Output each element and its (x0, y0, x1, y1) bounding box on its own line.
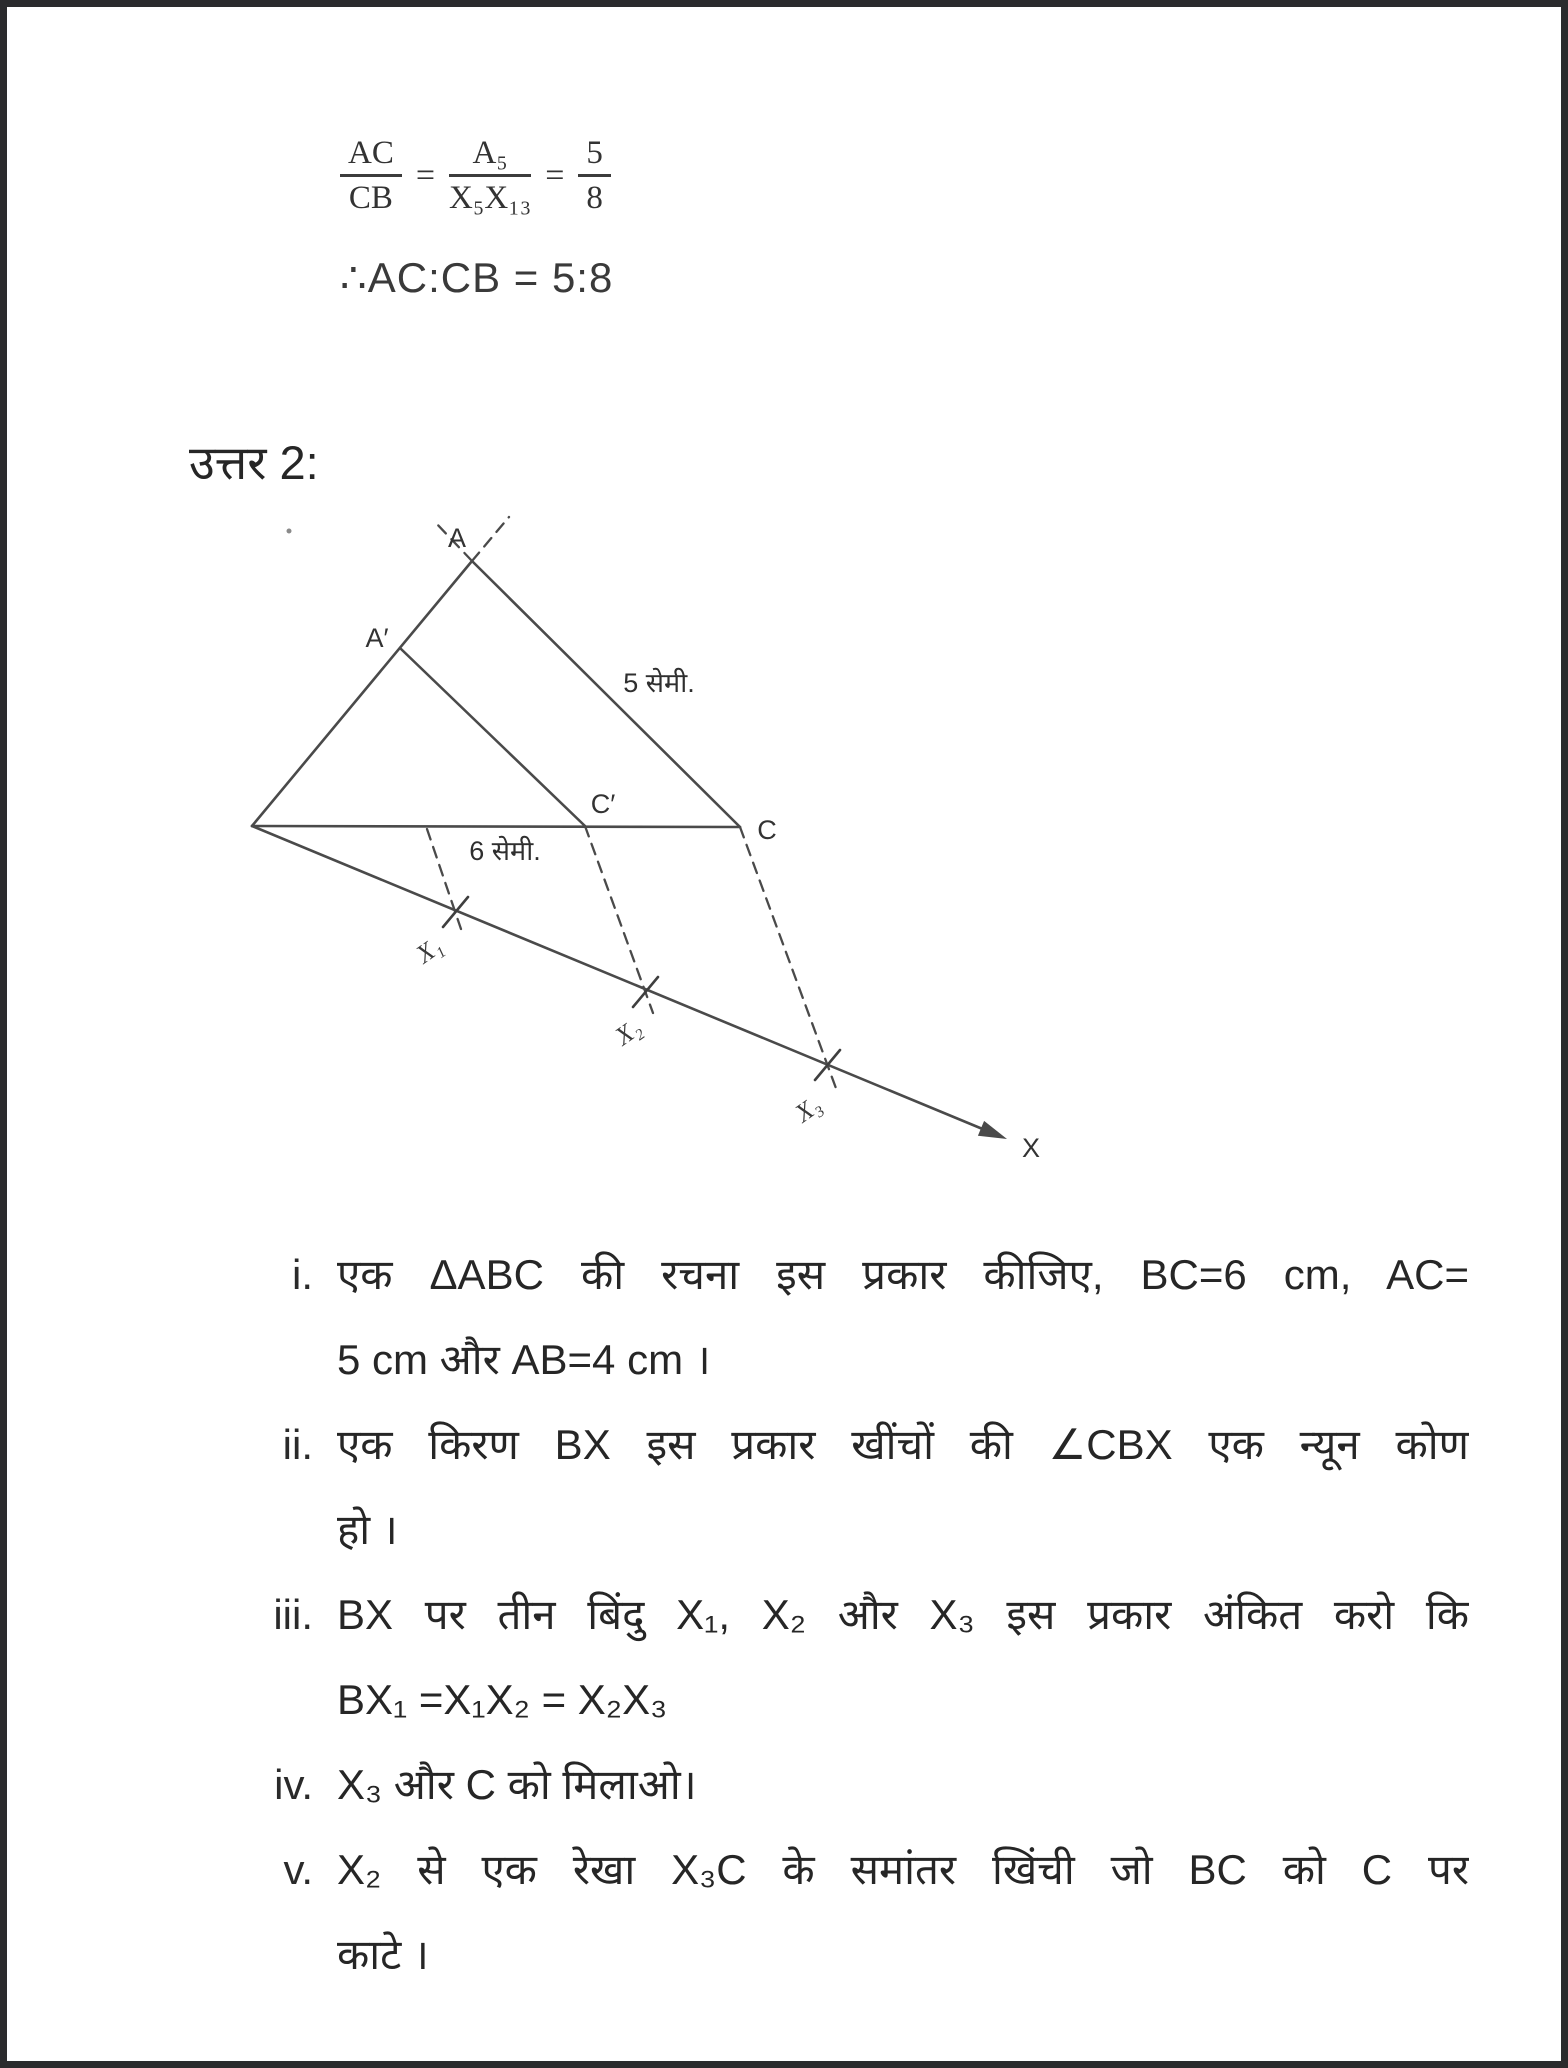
speck (287, 529, 292, 534)
equals-sign: = (545, 156, 565, 194)
fraction-numerator: 5 (578, 135, 611, 177)
line-Cprime-X2 (585, 826, 653, 1013)
construction-steps-list (245, 1232, 1469, 1997)
list-item-text (337, 1232, 1469, 1402)
fraction-numerator: A₅ (449, 135, 531, 177)
text-line: X₂ से एक रेखा X₃C के समांतर खिंची जो BC को C पर (337, 1846, 1469, 1893)
label-X3: X₃ (789, 1090, 827, 1129)
list-item-number: iii. (273, 1591, 313, 1638)
tick-X1 (443, 897, 468, 927)
list-item-number: iv. (274, 1761, 313, 1808)
side-AprimeCprime (400, 648, 585, 826)
text-line: एक किरण BX इस प्रकार खींचों की ∠CBX एक न्यून कोण (337, 1421, 1469, 1468)
tick-X3 (815, 1050, 840, 1080)
ray-arrowhead (978, 1121, 1007, 1139)
list-item (245, 1572, 1469, 1742)
list-item-number: i. (292, 1251, 313, 1298)
fraction-5-8 (578, 135, 611, 217)
answer-heading: उत्तर 2: (189, 436, 319, 489)
text-line: 5 cm और AB=4 cm । (337, 1336, 711, 1383)
text-line: BX पर तीन बिंदु X₁, X₂ और X₃ इस प्रकार अंकित करो कि (337, 1591, 1469, 1638)
list-item (245, 1827, 1469, 1997)
list-item-number: v. (283, 1846, 313, 1893)
text-line: BX₁ =X₁X₂ = X₂X₃ (337, 1676, 668, 1723)
line-C-X3 (740, 827, 837, 1091)
label-A: A (447, 523, 467, 553)
label-A-prime: A′ (365, 623, 389, 653)
label-length-AC: 5 सेमी. (623, 668, 695, 698)
label-X2: X₂ (609, 1013, 647, 1052)
text-line: X₃ और C को मिलाओ। (337, 1761, 697, 1808)
conclusion-ratio: ∴AC:CB = 5:8 (340, 254, 614, 301)
parallel-through-X1 (427, 829, 461, 929)
list-item (245, 1402, 1469, 1572)
fraction-a5-x5x13 (449, 135, 531, 217)
fraction-denominator: X₅X₁₃ (449, 180, 532, 217)
fraction-denominator: 8 (586, 180, 603, 217)
label-C: C (757, 815, 777, 845)
side-BA (252, 561, 472, 826)
list-item-text (337, 1402, 1469, 1572)
side-BC (252, 826, 740, 827)
construction-diagram (207, 489, 1067, 1189)
label-length-BC: 6 सेमी. (469, 836, 541, 866)
equals-sign: = (415, 156, 436, 194)
list-item-text (337, 1742, 1469, 1827)
ray-BX (252, 826, 985, 1130)
list-item-text (337, 1827, 1469, 1997)
text-line: काटे । (337, 1931, 429, 1978)
text-line: हो । (337, 1506, 398, 1553)
fraction-denominator: CB (348, 180, 393, 217)
extension-BA-dashed (472, 517, 509, 561)
list-item (245, 1232, 1469, 1402)
label-X: X (1021, 1133, 1041, 1163)
ratio-formula (340, 135, 611, 217)
list-item (245, 1742, 1469, 1827)
fraction-ac-cb (340, 135, 402, 217)
fraction-numerator: AC (340, 135, 402, 177)
label-C-prime: C′ (590, 789, 616, 819)
text-line: एक ΔABC की रचना इस प्रकार कीजिए, BC=6 cm, AC= (337, 1251, 1469, 1298)
label-X1: X₁ (410, 931, 448, 970)
list-item-text (337, 1572, 1469, 1742)
list-item-number: ii. (282, 1421, 313, 1468)
side-CA (472, 561, 740, 827)
